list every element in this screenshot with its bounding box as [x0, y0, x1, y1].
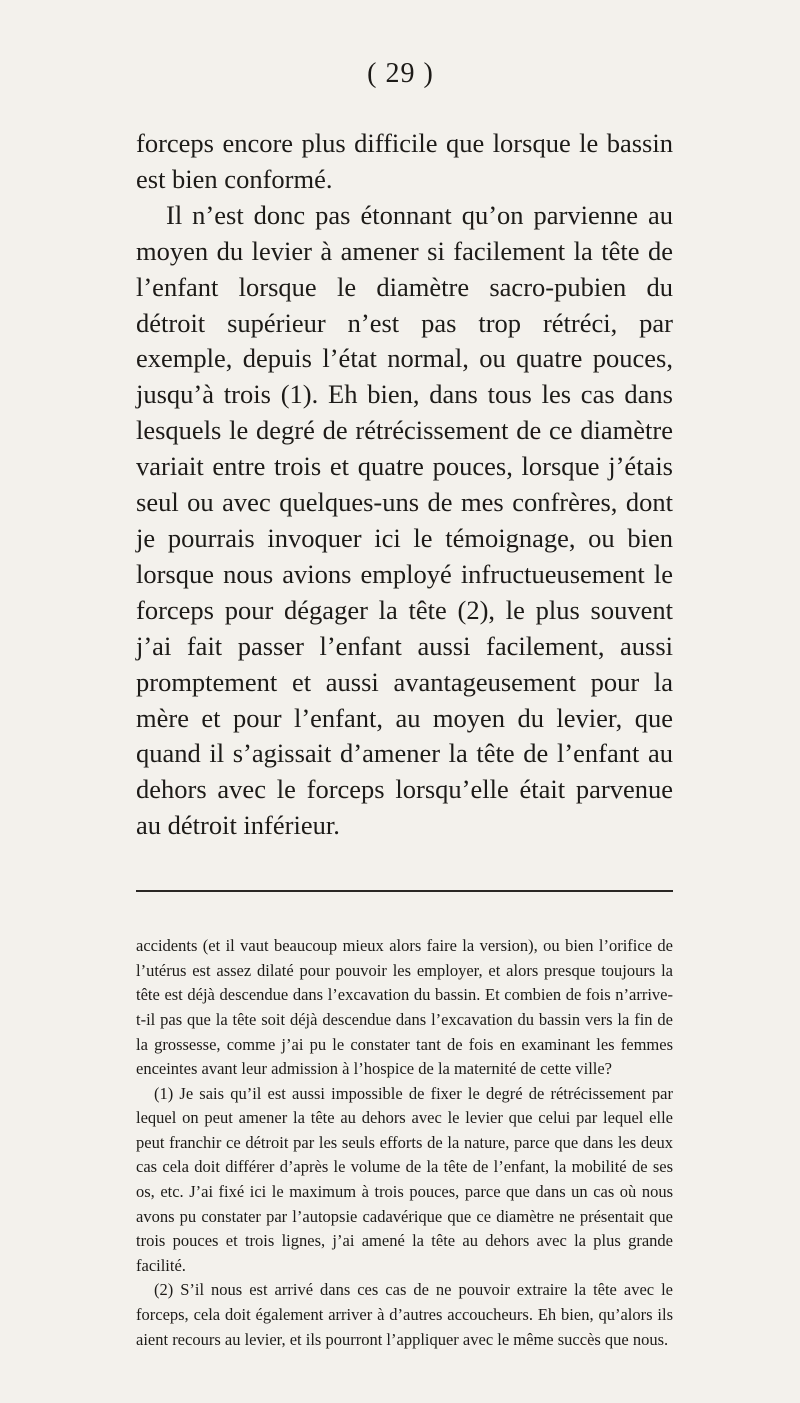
footnote-1: (1) Je sais qu’il est aussi impossible de fixer le degré de rétrécissement par lequel on peut amener la tête au dehors avec le levier que celui par lequel elle peut franchir ce détroit par les seuls efforts de la nature, parce que dans les deux cas cela doit différer d’après le volume de la tête de l’enfant, la mobilité de ses os, etc. J’ai fixé ici le maximum à trois pouces, parce que dans un cas où nous avons pu constater par l’autopsie cadavérique que ce diamètre ne présentait que trois pouces et trois lignes, j’ai amené la tête au dehors avec la plus grande facilité. — [136, 1083, 673, 1275]
main-paragraph-2: Il n’est donc pas étonnant qu’on parvienne au moyen du levier à amener si facilement la tête de l’enfant lorsque le diamètre sacro-pubien du détroit supérieur n’est pas trop rétréci, par exemple, depuis l’état normal, ou quatre pouces, jusqu’à trois (1). Eh bien, dans tous les cas dans lesquels le degré de rétrécissement de ce diamètre variait entre trois et quatre pouces, lorsque j’étais seul ou avec quelques-uns de mes confrères, dont je pourrais invoquer ici le témoignage, ou bien lorsque nous avions employé infructueusement le forceps pour dégager la tête (2), le plus souvent j’ai fait passer l’enfant aussi facilement, aussi promptement et aussi avantageusement pour la mère et pour l’enfant, au moyen du levier, que quand il s’agissait d’amener la tête de l’enfant au dehors avec le forceps lorsqu’elle était parvenue au détroit inférieur. — [136, 199, 673, 841]
page-number: ( 29 ) — [367, 58, 434, 89]
footnote-separator-rule — [136, 890, 673, 892]
footnote-continuation: accidents (et il vaut beaucoup mieux alors faire la version), ou bien l’orifice de l’utérus est assez dilaté pour pouvoir les employer, et alors presque toujours la tête est déjà descendue dans l’excavation du bassin. Et combien de fois n’arrive-t-il pas que la tête soit déjà descendue dans l’excavation du bassin vers la fin de la grossesse, comme j’ai pu le constater tant de fois en examinant les femmes enceintes avant leur admission à l’hospice de la maternité de cette ville? — [136, 936, 673, 1079]
main-text — [136, 126, 673, 844]
main-paragraph-1: forceps encore plus difficile que lorsque le bassin est bien conformé. — [136, 128, 673, 194]
footnote-2: (2) S’il nous est arrivé dans ces cas de ne pouvoir extraire la tête avec le forceps, cela doit également arriver à d’autres accoucheurs. Eh bien, qu’alors ils aient recours au levier, et ils pourront l’appliquer avec le même succès que nous. — [136, 1280, 673, 1349]
footnotes — [136, 934, 673, 1352]
